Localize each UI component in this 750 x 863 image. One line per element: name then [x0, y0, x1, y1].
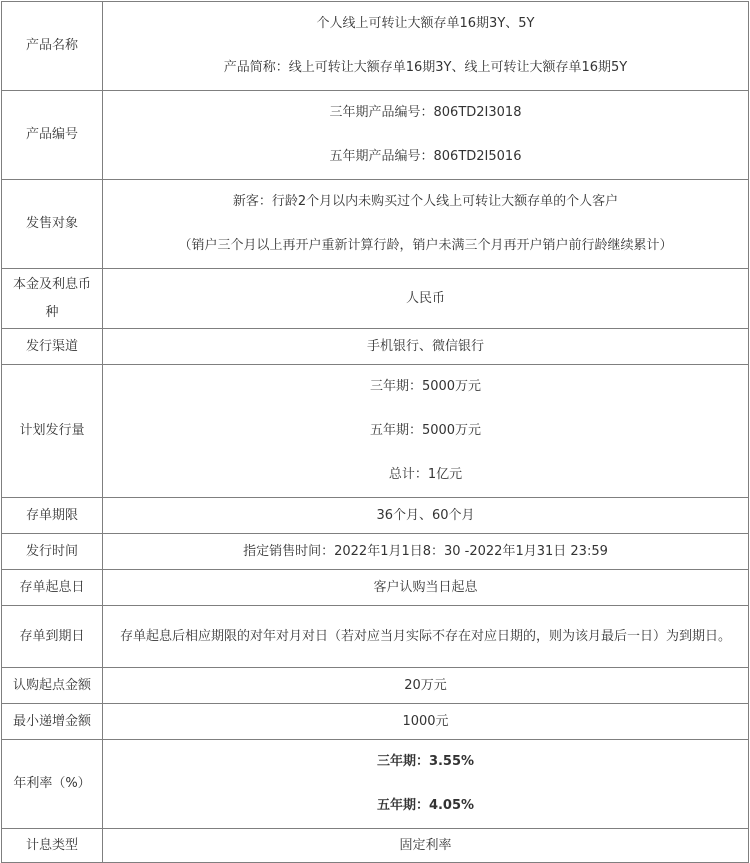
table-row — [2, 534, 749, 570]
table-row — [2, 91, 749, 180]
row-label-term: 存单期限 — [2, 498, 103, 534]
table-row — [2, 704, 749, 740]
value-line: 个人线上可转让大额存单16期3Y、5Y — [316, 16, 535, 31]
table-row — [2, 606, 749, 668]
row-label-maturity-date: 存单到期日 — [2, 606, 103, 668]
table-row — [2, 668, 749, 704]
value-line: 三年期：5000万元 — [369, 379, 482, 394]
table-row — [2, 498, 749, 534]
row-value-product-code — [103, 91, 749, 180]
value-line: （销户三个月以上再开户重新计算行龄，销户未满三个月再开户销户前行龄继续累计） — [178, 238, 673, 253]
row-value-value-date: 客户认购当日起息 — [103, 570, 749, 606]
row-value-issue-time: 指定销售时间：2022年1月1日8：30 -2022年1月31日 23:59 — [103, 534, 749, 570]
row-value-annual-rate — [103, 740, 749, 829]
table-row — [2, 365, 749, 498]
value-line: 五年期产品编号：806TD2I5016 — [329, 149, 522, 164]
product-info-table — [1, 1, 749, 863]
row-value-increment: 1000元 — [103, 704, 749, 740]
row-label-annual-rate: 年利率（%） — [2, 740, 103, 829]
row-label-currency: 本金及利息币种 — [2, 269, 103, 329]
value-line: 总计：1亿元 — [388, 467, 463, 482]
table-row — [2, 829, 749, 863]
value-line: 新客：行龄2个月以内未购买过个人线上可转让大额存单的个人客户 — [232, 194, 619, 209]
row-value-term: 36个月、60个月 — [103, 498, 749, 534]
row-value-product-name — [103, 2, 749, 91]
table-row — [2, 180, 749, 269]
row-value-min-amount: 20万元 — [103, 668, 749, 704]
table-row — [2, 2, 749, 91]
value-line: 五年期：4.05% — [376, 798, 475, 813]
row-label-channel: 发行渠道 — [2, 329, 103, 365]
row-value-planned-volume — [103, 365, 749, 498]
row-label-value-date: 存单起息日 — [2, 570, 103, 606]
row-value-target-customers — [103, 180, 749, 269]
row-label-interest-type: 计息类型 — [2, 829, 103, 863]
table-row — [2, 570, 749, 606]
row-label-planned-volume: 计划发行量 — [2, 365, 103, 498]
row-value-interest-type: 固定利率 — [103, 829, 749, 863]
row-value-maturity-date: 存单起息后相应期限的对年对月对日（若对应当月实际不存在对应日期的，则为该月最后一日）为到期日。 — [103, 606, 749, 668]
row-value-currency: 人民币 — [103, 269, 749, 329]
table-row — [2, 740, 749, 829]
row-label-product-code: 产品编号 — [2, 91, 103, 180]
row-label-issue-time: 发行时间 — [2, 534, 103, 570]
table-row — [2, 329, 749, 365]
value-line: 三年期：3.55% — [376, 754, 475, 769]
row-label-product-name: 产品名称 — [2, 2, 103, 91]
row-label-target-customers: 发售对象 — [2, 180, 103, 269]
row-value-channel: 手机银行、微信银行 — [103, 329, 749, 365]
value-line: 三年期产品编号：806TD2I3018 — [329, 105, 522, 120]
row-label-increment: 最小递增金额 — [2, 704, 103, 740]
table-row — [2, 269, 749, 329]
row-label-min-amount: 认购起点金额 — [2, 668, 103, 704]
value-line: 产品简称：线上可转让大额存单16期3Y、线上可转让大额存单16期5Y — [223, 60, 628, 75]
value-line: 五年期：5000万元 — [369, 423, 482, 438]
